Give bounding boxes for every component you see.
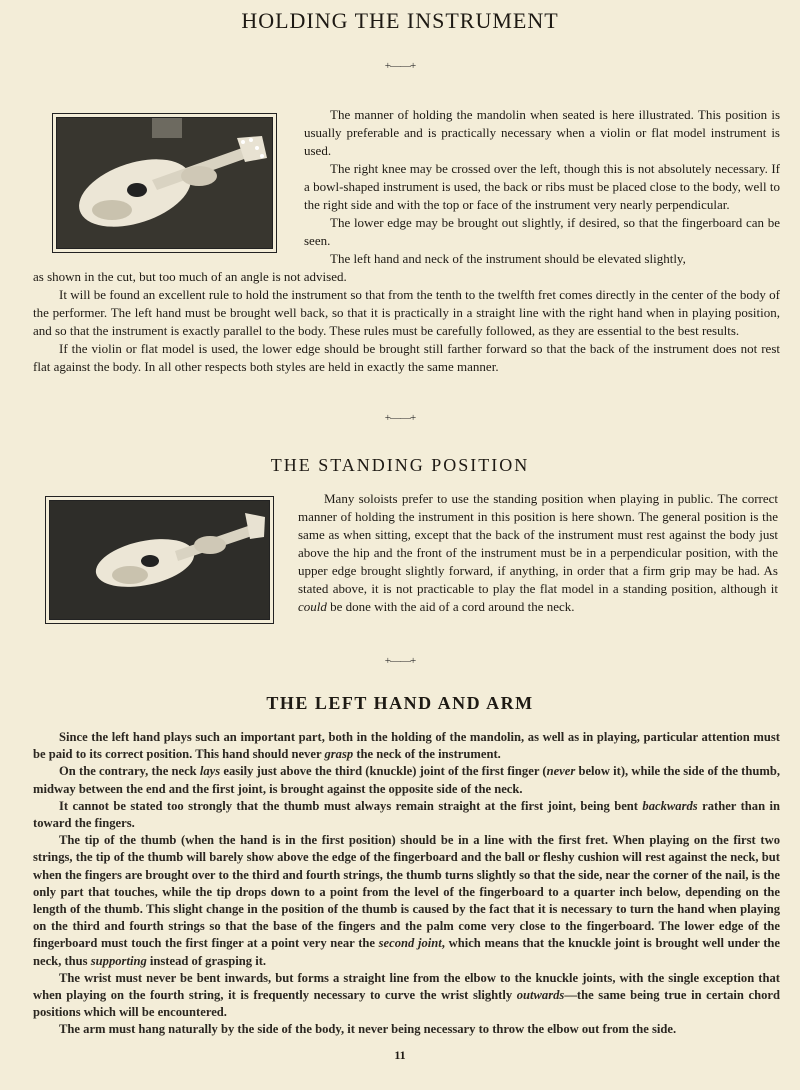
- paragraph: The lower edge may be brought out slightly, if desired, so that the fingerboard can be seen.: [304, 215, 780, 248]
- paragraph: It will be found an excellent rule to hold the instrument so that from the tenth to the twelfth fret comes directly in the center of the body of the performer. The left hand must be brought well back, so that it is practically in a straight line with the right hand when in playing position, and so that the instrument is exactly parallel to the body. These rules must be carefully followed, as they are essential to the best results.: [33, 287, 780, 338]
- page-title: HOLDING THE INSTRUMENT: [241, 8, 559, 33]
- page-number: 11: [394, 1048, 406, 1062]
- seated-position-photo: [52, 113, 277, 253]
- section-standing-text: [298, 490, 778, 616]
- paragraph: Many soloists prefer to use the standing position when playing in public. The correct manner of holding the instrument in this position is here shown. The general position is the same as when sitting, except that the back of the instrument must rest against the body just above the hip and the front of the instrument must be in a perpendicular position, with the upper edge brought slightly forward, if anything, in order that a firm grip may be had. As stated above, it is not practicable to play the flat model in a standing position, although it could be done with the aid of a cord around the neck.: [298, 491, 778, 614]
- paragraph: Since the left hand plays such an important part, both in the holding of the mandolin, as well as in playing, particular attention must be paid to its correct position. This hand should never grasp the neck of the instrument.: [33, 730, 780, 762]
- paragraph: The arm must hang naturally by the side of the body, it never being necessary to throw the elbow out from the side.: [59, 1022, 677, 1037]
- standing-position-photo: [45, 496, 274, 624]
- section-heading-left-hand: THE LEFT HAND AND ARM: [266, 693, 534, 713]
- paragraph: The right knee may be crossed over the left, though this is not absolutely necessary. If a bowl-shaped instrument is used, the back or ribs must be placed close to the body, well to the right side and with the top or face of the instrument very nearly perpendicular.: [304, 161, 780, 212]
- ornament-divider: +——+: [384, 412, 416, 424]
- section-left-hand-text: [33, 729, 780, 1039]
- mandolin-standing-illustration: [50, 501, 269, 619]
- paragraph: The tip of the thumb (when the hand is in the first position) should be in a line with the first fret. When playing on the first two strings, the tip of the thumb will barely show above the edge of the fingerboard and the ball or fleshy cushion will rest against the neck, but when the fingers are brought over to the third and fourth strings, the thumb turns slightly so that the side, near the corner of the nail, is the only part that touches, while the tip drops down to a point from the level of the fingerboard to a quarter inch below, depending on the length of the thumb. This slight change in the position of the thumb is caused by the fact that it is necessary to turn the hand when playing on the third and fourth strings so that the base of the fingers and the palm come very close to the fingerboard. The lower edge of the fingerboard must touch the first finger at a point very near the second joint, which means that the knuckle joint is brought well under the neck, thus supporting instead of grasping it.: [33, 833, 781, 968]
- paragraph: The wrist must never be bent inwards, but forms a straight line from the elbow to the knuckle joints, with the single exception that when playing on the fourth string, it is frequently necessary to curve the wrist slightly outwards—the same being true in certain chord positions which will be encountered.: [33, 970, 780, 1020]
- paragraph: The left hand and neck of the instrument should be elevated slightly,: [330, 251, 686, 266]
- ornament-divider: +——+: [384, 60, 416, 72]
- paragraph: It cannot be stated too strongly that the thumb must always remain straight at the first joint, being bent backwards rather than in toward the fingers.: [33, 798, 781, 831]
- paragraph: as shown in the cut, but too much of an angle is not advised.: [33, 269, 347, 284]
- paragraph: The manner of holding the mandolin when seated is here illustrated. This position is usually preferable and is practically necessary when a violin or flat model instrument is used.: [304, 107, 780, 158]
- paragraph: On the contrary, the neck lays easily just above the third (knuckle) joint of the first finger (never below it), while the side of the thumb, midway between the end and the first joint, is brought against the opposite side of the neck.: [33, 764, 780, 796]
- section-seated-text: [304, 106, 780, 268]
- section-seated-text-wide: [33, 268, 780, 376]
- mandolin-seated-illustration: [57, 118, 272, 248]
- ornament-divider: +——+: [384, 655, 416, 667]
- paragraph: If the violin or flat model is used, the lower edge should be brought still farther forward so that the back of the instrument does not rest flat against the body. In all other respects both styles are held in exactly the same manner.: [33, 341, 780, 374]
- section-heading-standing: THE STANDING POSITION: [270, 455, 530, 475]
